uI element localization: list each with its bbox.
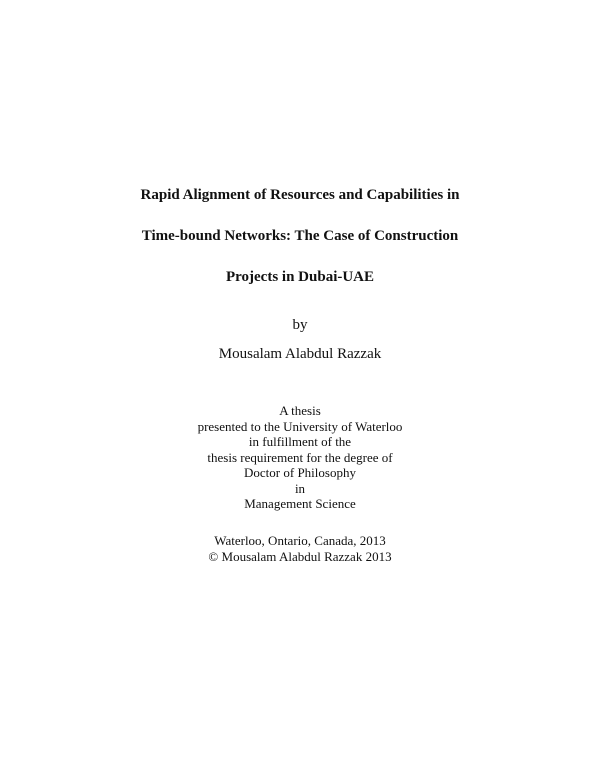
thesis-line-1: A thesis (279, 403, 321, 418)
title-line-3: Projects in Dubai-UAE (225, 269, 375, 285)
thesis-statement (0, 403, 600, 512)
thesis-line-6: in (294, 480, 306, 496)
title-line-2: Time-bound Networks: The Case of Construction (141, 228, 459, 244)
thesis-line-2: presented to the University of Waterloo (197, 418, 403, 434)
author-name: Mousalam Alabdul Razzak (218, 346, 382, 362)
by-label: by (292, 317, 308, 333)
place-date: Waterloo, Ontario, Canada, 2013 (214, 533, 386, 548)
thesis-title (0, 187, 600, 310)
degree-name: Doctor of Philosophy (244, 465, 356, 480)
title-line-1: Rapid Alignment of Resources and Capabilities in (140, 187, 460, 203)
thesis-line-3: in fulfillment of the (248, 434, 352, 449)
field-of-study: Management Science (244, 496, 356, 511)
place-and-copyright (0, 533, 600, 564)
thesis-line-4: thesis requirement for the degree of (207, 449, 393, 465)
copyright-notice: © Mousalam Alabdul Razzak 2013 (208, 548, 392, 564)
